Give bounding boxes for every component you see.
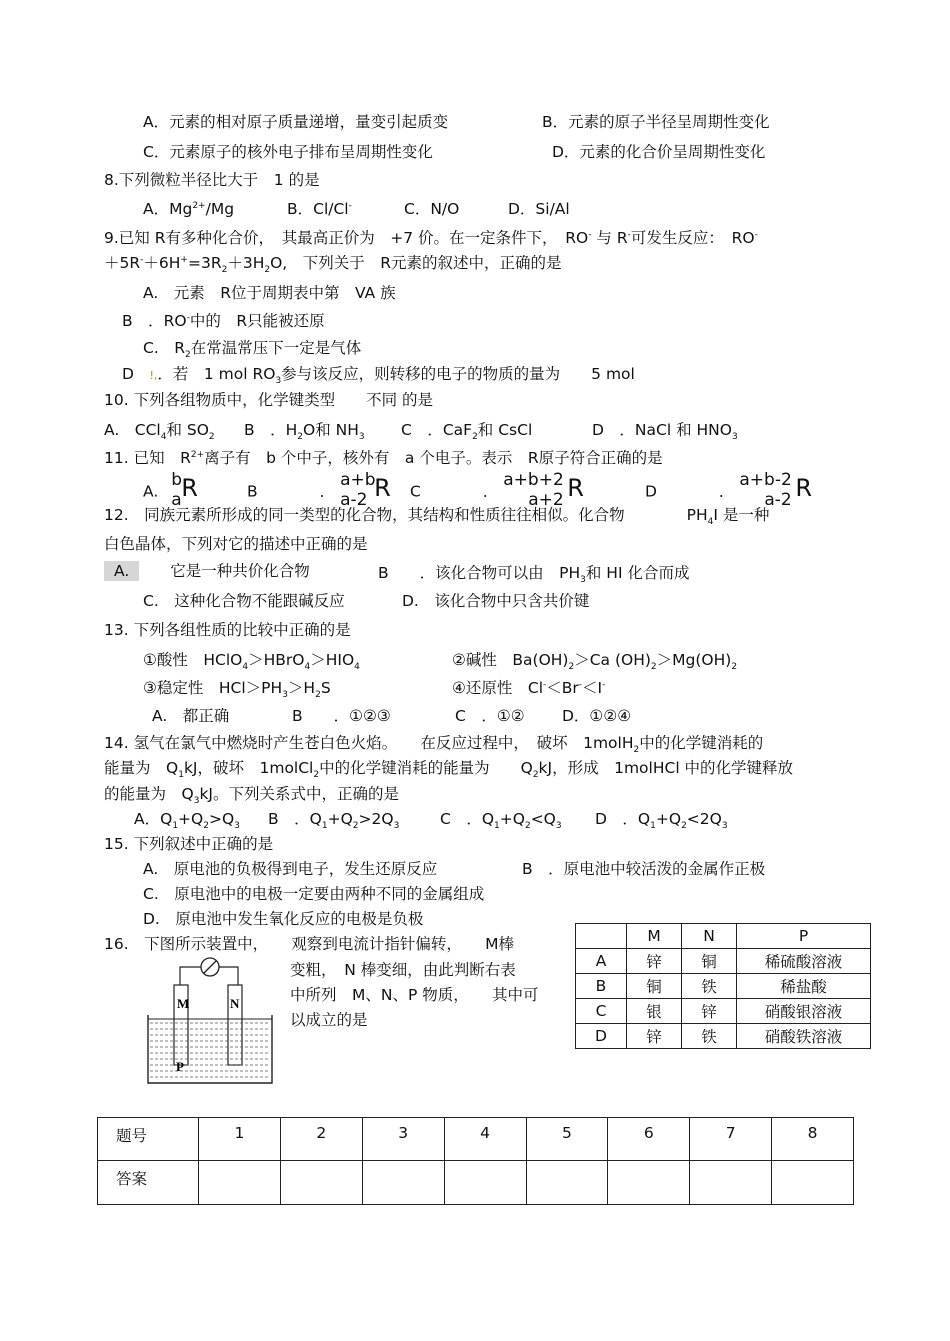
label-p: P — [176, 1059, 184, 1074]
q13-item-1: ①酸性 $HClO_4>HBrO_4>HIO_4$ — [143, 651, 360, 673]
question-number: 7 — [690, 1118, 772, 1161]
q8-stem: 8.下列微粒半径比大于 1 的是 — [104, 171, 320, 189]
q9-d-mark: !, — [149, 369, 158, 382]
table-cell: B — [576, 974, 627, 999]
q15-stem: 15. 下列叙述中正确的是 — [104, 835, 274, 853]
table-cell: 铜 — [627, 974, 682, 999]
q16-stem-line3: 中所列 M、N、P 物质， 其中可 — [290, 986, 539, 1004]
q13-option-d: D．①②④ — [562, 707, 632, 725]
question-number: 4 — [444, 1118, 526, 1161]
table-cell: 铜 — [682, 949, 737, 974]
answer-cell[interactable] — [199, 1161, 281, 1205]
q14-option-a: A．$Q_1+Q_2>Q_3$ — [134, 810, 240, 832]
q7-option-a: A．元素的相对原子质量递增，量变引起质变 — [143, 113, 449, 131]
q9-option-c: C. $R_2$在常温常压下一定是气体 — [143, 339, 362, 361]
q15-option-d: D. 原电池中发生氧化反应的电极是负极 — [143, 910, 424, 928]
q16-stem-line4: 以成立的是 — [290, 1011, 368, 1029]
table-cell: 锌 — [682, 999, 737, 1024]
answer-table-row-label: 题号 — [98, 1118, 199, 1161]
table-cell: C — [576, 999, 627, 1024]
table-row — [98, 1161, 854, 1205]
q13-option-c: C ．①② — [455, 707, 525, 725]
answer-cell[interactable] — [362, 1161, 444, 1205]
table-cell: 锌 — [627, 949, 682, 974]
table-row — [98, 1118, 854, 1161]
q12-option-a-highlight: A. — [104, 561, 139, 581]
answer-cell[interactable] — [608, 1161, 690, 1205]
q15-option-b: B ．原电池中较活泼的金属作正极 — [522, 860, 766, 878]
q13-item-4: ④还原性 Cl-＜Br-＜I- — [452, 679, 606, 697]
q11-option-a: A. b a R — [143, 474, 213, 512]
q14-option-b: B ．$Q_1+Q_2>2Q_3$ — [268, 810, 400, 832]
q10-option-b: B ．$H_2O$和 $NH_3$ — [244, 421, 365, 443]
q11-isotope-c: a+b+2 a+2 R — [503, 470, 584, 510]
q16-table-header: P — [737, 924, 871, 949]
table-row — [576, 999, 871, 1024]
q14-stem-line3: 的能量为 $Q_3kJ$。下列关系式中，正确的是 — [104, 785, 399, 807]
answer-cell[interactable] — [280, 1161, 362, 1205]
q8-option-d: D．Si/Al — [508, 200, 570, 218]
table-row — [576, 974, 871, 999]
table-cell: 铁 — [682, 1024, 737, 1049]
q11-option-c: C ． a+b+2 a+2 R — [410, 474, 598, 512]
question-number: 1 — [199, 1118, 281, 1161]
q9-stem-line1: 9.已知 R有多种化合价， 其最高正价为 +7 价。在一定条件下， RO- 与 R-可发生反应： RO- — [104, 229, 758, 247]
q10-option-c: C ．CaF$_2$和 CsCl — [401, 421, 533, 443]
q13-item-3: ③稳定性 $HCl>PH_3>H_2S$ — [143, 679, 331, 701]
q11-option-b: B ． a+b a-2 R — [247, 474, 415, 512]
answer-cell[interactable] — [690, 1161, 772, 1205]
q11-isotope-b: a+b a-2 R — [340, 470, 391, 510]
q16-table-header: M — [627, 924, 682, 949]
label-n: N — [230, 996, 240, 1011]
q12-stem-line2: 白色晶体，下列对它的描述中正确的是 — [104, 535, 368, 553]
table-row — [576, 949, 871, 974]
q9-stem-line2: $+5R^-+6H^+=3R_2+3H_2O$, 下列关于 R元素的叙述中，正确的是 — [104, 254, 562, 276]
answer-table — [97, 1117, 854, 1205]
answer-cell[interactable] — [444, 1161, 526, 1205]
q14-stem-line1: 14. 氢气在氯气中燃烧时产生苍白色火焰。 在反应过程中， 破坏 1molH$_2$中的化学键消耗的 — [104, 734, 764, 756]
q15-option-c: C. 原电池中的电极一定要由两种不同的金属组成 — [143, 885, 485, 903]
table-cell: 硝酸银溶液 — [737, 999, 871, 1024]
galvanic-cell-figure — [140, 955, 280, 1087]
q11-isotope-a: b a R — [171, 470, 198, 510]
q12-option-b: B ．该化合物可以由 $PH_3$和 HI 化合而成 — [378, 564, 690, 586]
q8-option-b: B．Cl/Cl- — [287, 200, 352, 218]
table-cell: D — [576, 1024, 627, 1049]
q12-option-a: A. 它是一种共价化合物 — [104, 561, 310, 581]
question-number: 8 — [772, 1118, 854, 1161]
q16-stem-line1: 16. 下图所示装置中， 观察到电流计指针偏转， M棒 — [104, 935, 515, 953]
q9-option-b: B ．RO-中的 R只能被还原 — [122, 312, 325, 330]
q12-option-d: D. 该化合物中只含共价键 — [402, 592, 590, 610]
q15-option-a: A. 原电池的负极得到电子，发生还原反应 — [143, 860, 438, 878]
q9-option-a: A. 元素 R位于周期表中第 VA 族 — [143, 284, 396, 302]
table-cell: 铁 — [682, 974, 737, 999]
table-cell: 稀盐酸 — [737, 974, 871, 999]
q11-option-d: D ． a+b-2 a-2 R — [645, 474, 834, 512]
q7-option-c: C．元素原子的核外电子排布呈周期性变化 — [143, 143, 433, 161]
q8-option-c: C．N/O — [404, 200, 460, 218]
q12-option-c: C. 这种化合物不能跟碱反应 — [143, 592, 345, 610]
q14-option-c: C ．$Q_1+Q_2<Q_3$ — [440, 810, 562, 832]
q12-stem-line1: 12. 同族元素所形成的同一类型的化合物，其结构和性质往往相似。化合物 $PH_4I$ 是一种 — [104, 506, 770, 528]
q7-option-d: D．元素的化合价呈周期性变化 — [552, 143, 766, 161]
beaker — [148, 1015, 272, 1083]
q16-table-header — [576, 924, 627, 949]
question-number: 3 — [362, 1118, 444, 1161]
table-cell: 稀硫酸溶液 — [737, 949, 871, 974]
question-number: 2 — [280, 1118, 362, 1161]
q16-table-header: N — [682, 924, 737, 949]
answer-table-row-label: 答案 — [98, 1161, 199, 1205]
q9-option-d: D !,．若 1 mol $RO_3$参与该反应，则转移的电子的物质的量为 5 mol — [122, 365, 635, 387]
q7-option-b: B．元素的原子半径呈周期性变化 — [542, 113, 770, 131]
answer-cell[interactable] — [526, 1161, 608, 1205]
q11-stem: 11. 已知 $R^{2+}$离子有 b 个中子，核外有 a 个电子。表示 R原子符合正确的是 — [104, 449, 663, 467]
q14-stem-line2: 能量为 $Q_1kJ$，破坏 1molCl$_2$中的化学键消耗的能量为 $Q_2kJ$，形成 1molHCl 中的化学键释放 — [104, 759, 794, 781]
table-row — [576, 1024, 871, 1049]
table-cell: 银 — [627, 999, 682, 1024]
label-m: M — [177, 996, 190, 1011]
q14-option-d: D ．$Q_1+Q_2<2Q_3$ — [595, 810, 728, 832]
q11-isotope-d: a+b-2 a-2 R — [739, 470, 813, 510]
q13-option-b: B ．①②③ — [292, 707, 391, 725]
table-cell: 硝酸铁溶液 — [737, 1024, 871, 1049]
q13-option-a: A. 都正确 — [152, 707, 230, 725]
q13-stem: 13. 下列各组性质的比较中正确的是 — [104, 621, 351, 639]
answer-cell[interactable] — [772, 1161, 854, 1205]
q16-stem-line2: 变粗， N 棒变细，由此判断右表 — [290, 961, 516, 979]
q16-options-table — [575, 923, 871, 1049]
question-number: 5 — [526, 1118, 608, 1161]
table-cell: 锌 — [627, 1024, 682, 1049]
q10-option-d: D ．NaCl 和 $HNO_3$ — [592, 421, 738, 443]
q8-option-a: A．$Mg^{2+}/Mg$ — [143, 200, 235, 218]
q10-option-a: A. CCl$_4$和 $SO_2$ — [104, 421, 215, 443]
q10-stem: 10. 下列各组物质中，化学键类型 不同 的是 — [104, 391, 434, 409]
table-cell: A — [576, 949, 627, 974]
q13-item-2: ②碱性 $Ba(OH)_2>Ca$ $(OH)_2>Mg(OH)_2$ — [452, 651, 738, 673]
question-number: 6 — [608, 1118, 690, 1161]
